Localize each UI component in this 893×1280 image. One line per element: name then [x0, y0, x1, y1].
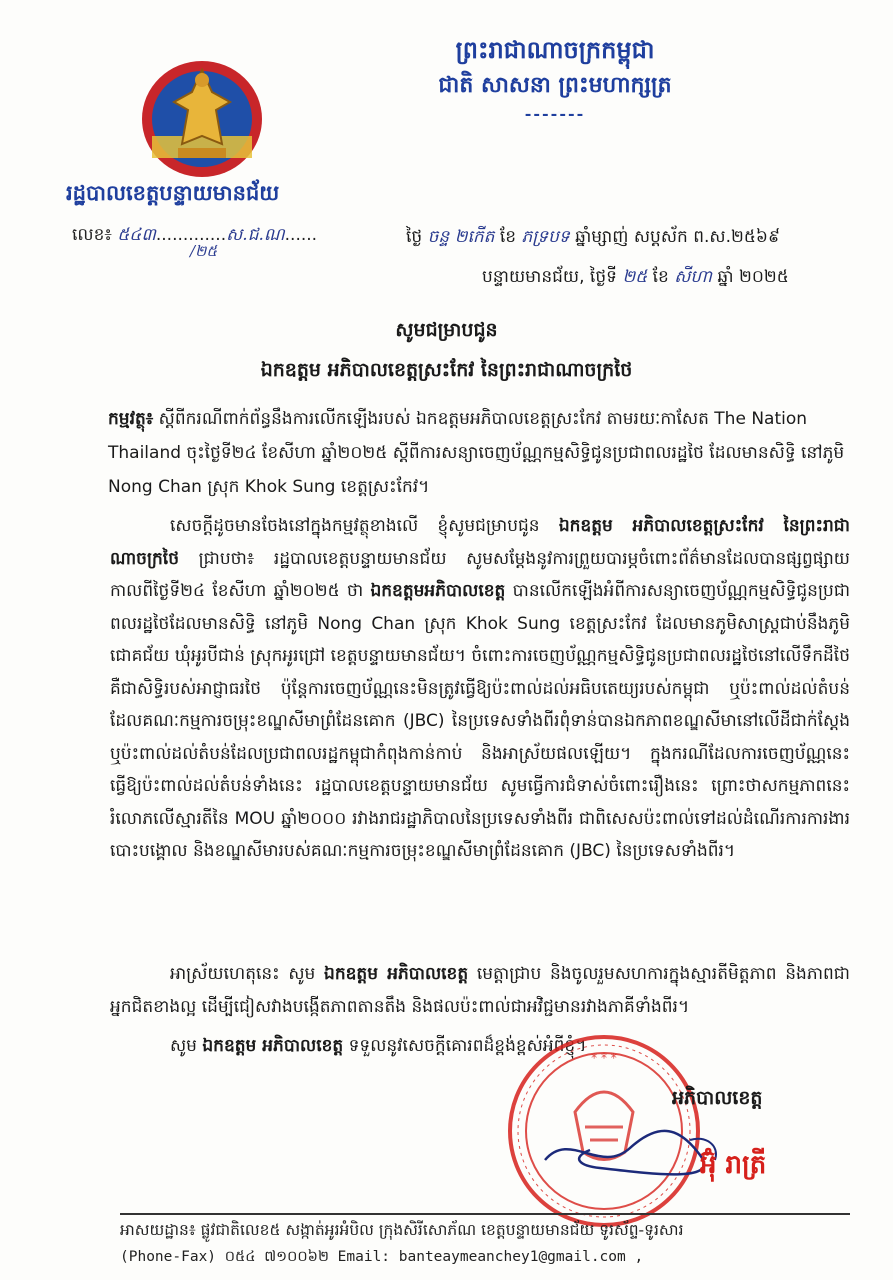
- p3-text-c: ទទួលនូវសេចក្តីគោរពដ៏ខ្ពង់ខ្ពស់អំពីខ្ញុំ។: [343, 1036, 587, 1056]
- lunar-date: [406, 226, 780, 251]
- ref-suffix: /២៥: [190, 242, 218, 260]
- subject-text: ស្តីពីករណីពាក់ព័ន្ធនឹងការលើកឡើងរបស់ ឯកឧត្តមអភិបាលខេត្តស្រះកែវ តាមរយៈកាសែត The Nation Thailand ចុះថ្ងៃទី២៤ ខែសីហា ឆ្នាំ២០២៥ ស្តីពីការសន្យាចេញប័ណ្ណកម្មសិទ្ធិជូនប្រជាពលរដ្ឋថៃ ដែលមានសិទ្ធិ នៅភូមិ Nong Chan ស្រុក Khok Sung ខេត្តស្រះកែវ។: [108, 409, 845, 497]
- ref-number: ៥៤៣: [117, 225, 156, 245]
- p2-text-a: អាស្រ័យហេតុនេះ សូម: [170, 964, 325, 984]
- solar-month-label: ខែ: [652, 267, 669, 287]
- p1-text-c: ជ្រាបថា៖ រដ្ឋបាលខេត្តបន្ទាយមានជ័យ សូមសម្តែងនូវការព្រួយបារម្ភចំពោះព័ត៌មានដែលបានផ្សព្វផ្សាយ កាលពីថ្ងៃទី២៤ ខែសីហា ឆ្នាំ២០២៥ ថា: [110, 548, 850, 601]
- lunar-month-label: ខែ: [499, 227, 517, 247]
- footer-divider: [120, 1213, 850, 1215]
- subject-block: [108, 402, 848, 504]
- header-divider: -------: [524, 104, 586, 123]
- kingdom-header: [385, 32, 725, 124]
- footer-address: អាសយដ្ឋាន៖ ផ្លូវជាតិលេខ៥ សង្កាត់អូរអំបិល ក្រុងសិរីសោភ័ណ ខេត្តបន្ទាយមានជ័យ ទូរស័ព្ទ-ទូរសារ: [120, 1221, 684, 1239]
- lunar-day: ចន្ទ ២កើត: [427, 227, 495, 247]
- p2-governor: ឯកឧត្តម អភិបាលខេត្ត: [324, 964, 469, 984]
- solar-place: បន្ទាយមានជ័យ, ថ្ងៃទី: [482, 267, 617, 287]
- svg-text:* * *: * * *: [591, 1051, 617, 1065]
- lunar-year: ឆ្នាំម្សាញ់ សប្តស័ក ព.ស.២៥៦៩: [575, 227, 780, 247]
- salutation-line1: សូមជម្រាបជូន: [395, 319, 498, 341]
- solar-month: សីហា: [674, 267, 712, 287]
- p1-text-a: សេចក្តីដូចមានចែងនៅក្នុងកម្មវត្ថុខាងលើ ខ្ញុំសូមជម្រាបជូន: [170, 516, 559, 536]
- national-motto: ជាតិ សាសនា ព្រះមហាក្សត្រ: [438, 73, 672, 98]
- solar-year: ឆ្នាំ ២០២៥: [717, 267, 789, 287]
- p1-recipient: ឯកឧត្តម អភិបាលខេត្តស្រះកែវ នៃព្រះរាជាណាចក្រថៃ: [110, 516, 850, 569]
- salutation-recipient: ឯកឧត្តម អភិបាលខេត្តស្រះកែវ នៃព្រះរាជាណាចក្រថៃ: [260, 359, 633, 381]
- footer-contact: (Phone-Fax) ០៥៤ ៧១០០៦២ Email: banteaymeanchey1@gmail.com ,: [120, 1249, 644, 1265]
- ref-label: លេខ៖: [72, 225, 112, 245]
- solar-date: [482, 266, 789, 291]
- lunar-date-prefix: ថ្ងៃ: [406, 227, 423, 247]
- solar-day: ២៥: [622, 267, 648, 287]
- signatory-title: អភិបាលខេត្ត: [672, 1087, 763, 1109]
- ref-code: ស.ជ.ណ: [226, 225, 285, 245]
- p2-text-c: មេត្តាជ្រាប និងចូលរួមសហការក្នុងស្មារតីមិត្តភាព និងភាពជាអ្នកជិតខាងល្អ ដើម្បីជៀសវាងបង្កើតភាពតានតឹង និងផលប៉ះពាល់ជាអវិជ្ជមានរវាងភាគីទាំងពីរ។: [110, 964, 850, 1017]
- p1-governor: ឯកឧត្តមអភិបាលខេត្ត: [370, 581, 506, 601]
- reference-number: លេខ៖ ៥៤៣.............ស.ជ.ណ...... /២៥: [72, 224, 317, 249]
- body-paragraph-2: [110, 958, 850, 1023]
- subject-label: កម្មវត្ថុ៖: [108, 409, 154, 429]
- signatory-name: អ៊ុំ រាត្រី: [700, 1150, 767, 1180]
- lunar-month: ភទ្របទ: [521, 227, 570, 247]
- closing-paragraph: [110, 1030, 850, 1063]
- p3-text-a: សូម: [170, 1036, 203, 1056]
- p1-text-e: បានលើកឡើងអំពីការសន្យាចេញប័ណ្ណកម្មសិទ្ធិជូនប្រជាពលរដ្ឋថៃដែលមានសិទ្ធិ នៅភូមិ Nong Chan ស្រុក Khok Sung ខេត្តស្រះកែវ ដែលមានភូមិសាស្ត្រជាប់នឹងភូមិជោគជ័យ ឃុំអូរបីជាន់ ស្រុកអូរជ្រៅ ខេត្តបន្ទាយមានជ័យ។ ចំពោះការចេញប័ណ្ណកម្មសិទ្ធិជូនប្រជាពលរដ្ឋថៃនៅលើទឹកដីថៃគឺជាសិទ្ធិរបស់អាជ្ញាធរថៃ ប៉ុន្តែការចេញប័ណ្ណនេះមិនត្រូវធ្វើឱ្យប៉ះពាល់ដល់អធិបតេយ្យរបស់កម្ពុជា ឬប៉ះពាល់ដល់តំបន់ដែលគណៈកម្មការចម្រុះខណ្ឌសីមាព្រំដែនគោក (JBC) នៃប្រទេសទាំងពីរពុំទាន់បានឯកភាពខណ្ឌសីមានៅលើដីជាក់ស្តែង ឬប៉ះពាល់ដល់តំបន់ដែលប្រជាពលរដ្ឋកម្ពុជាកំពុងកាន់កាប់ និងអាស្រ័យផលឡើយ។ ក្នុងករណីដែលការចេញប័ណ្ណនេះធ្វើឱ្យប៉ះពាល់ដល់តំបន់ទាំងនេះ រដ្ឋបាលខេត្តបន្ទាយមានជ័យ សូមធ្វើការជំទាស់ចំពោះរឿងនេះ ព្រោះថាសកម្មភាពនេះរំលោភលើស្មារតីនៃ MOU ឆ្នាំ២០០០ រវាងរាជរដ្ឋាភិបាលនៃប្រទេសទាំងពីរ ជាពិសេសប៉ះពាល់ទៅដល់ដំណើរការការងារបោះបង្គោល និងខណ្ឌសីមារបស់គណៈកម្មការចម្រុះខណ្ឌសីមាព្រំដែនគោក (JBC) នៃប្រទេសទាំងពីរ។: [110, 581, 851, 861]
- p3-governor: ឯកឧត្តម អភិបាលខេត្ត: [202, 1036, 344, 1056]
- provincial-emblem-logo: [138, 58, 266, 180]
- kingdom-title: ព្រះរាជាណាចក្រកម្ពុជា: [455, 36, 655, 64]
- body-paragraph-1: [110, 510, 850, 868]
- administration-name: រដ្ឋបាលខេត្តបន្ទាយមានជ័យ: [66, 181, 280, 205]
